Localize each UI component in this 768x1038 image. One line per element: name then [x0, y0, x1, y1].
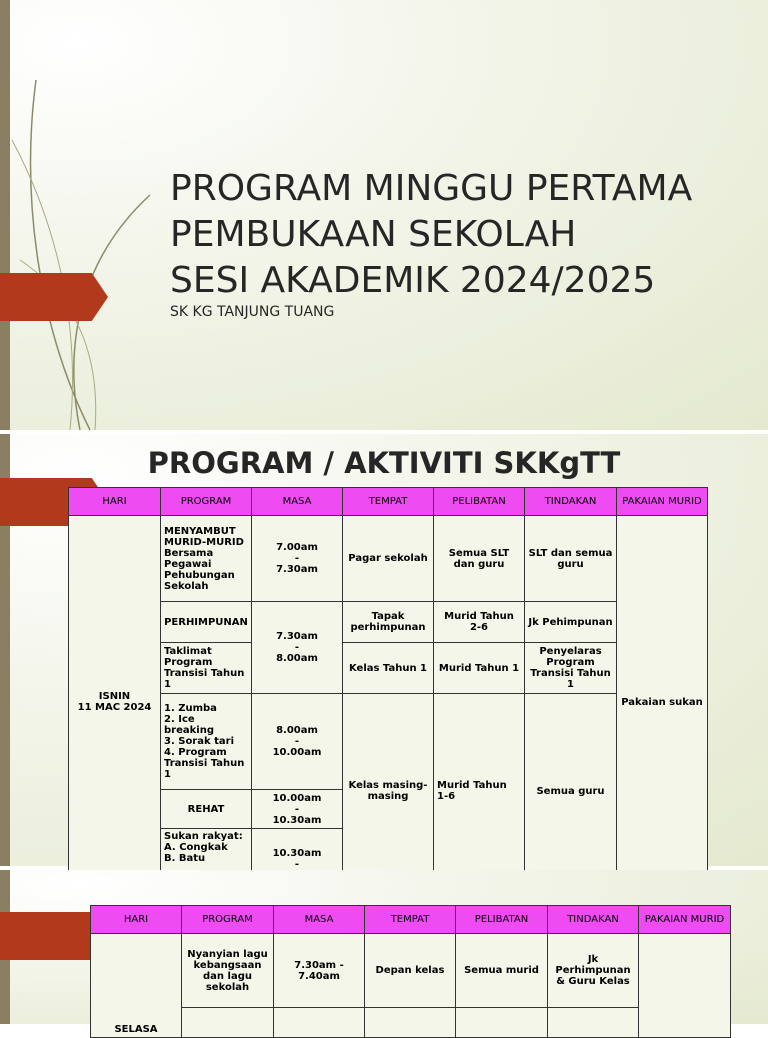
involve-cell: Semua SLT dan guru: [434, 516, 525, 602]
header-cell: PELIBATAN: [434, 488, 525, 516]
action-cell: Jk Pehimpunan: [525, 602, 617, 643]
table-header-row: [91, 906, 731, 934]
decorative-swirl: [0, 0, 160, 430]
program-cell: MENYAMBUT MURID-MURID Bersama Pegawai Pehubungan Sekolah: [161, 516, 252, 602]
day-cell: SELASA: [91, 934, 182, 1038]
program-cell: Taklimat Program Transisi Tahun 1: [161, 643, 252, 694]
schedule-slide-2: [0, 870, 768, 1035]
action-cell: Penyelaras Program Transisi Tahun 1: [525, 643, 617, 694]
header-cell: HARI: [69, 488, 161, 516]
action-cell: [548, 1008, 639, 1038]
slide-subtitle: SK KG TANJUNG TUANG: [170, 304, 335, 320]
place-cell: Pagar sekolah: [343, 516, 434, 602]
involve-cell: Murid Tahun 2-6: [434, 602, 525, 643]
involve-cell: Murid Tahun 1: [434, 643, 525, 694]
schedule-slide-1: [0, 434, 768, 870]
time-cell: 10.00am - 10.30am: [252, 790, 343, 829]
program-cell: 1. Zumba 2. Ice breaking 3. Sorak tari 4. Program Transisi Tahun 1: [161, 694, 252, 790]
slide-heading: PROGRAM / AKTIVITI SKKgTT: [147, 446, 621, 480]
header-cell: PAKAIAN MURID: [617, 488, 708, 516]
header-cell: PROGRAM: [161, 488, 252, 516]
time-cell: 7.30am - 7.40am: [274, 934, 365, 1008]
header-cell: PAKAIAN MURID: [639, 906, 731, 934]
time-cell: 10.30am -: [252, 829, 343, 889]
table-row: [69, 516, 708, 602]
header-cell: TEMPAT: [343, 488, 434, 516]
sidebar-bar: [0, 0, 10, 430]
slide-title: PROGRAM MINGGU PERTAMA PEMBUKAAN SEKOLAH SESI AKADEMIK 2024/2025: [170, 168, 693, 301]
attire-cell: Pakaian sukan: [617, 516, 708, 889]
program-cell: [182, 1008, 274, 1038]
action-cell: Jk Perhimpunan & Guru Kelas: [548, 934, 639, 1008]
program-cell: REHAT: [161, 790, 252, 829]
time-cell: 8.00am - 10.00am: [252, 694, 343, 790]
header-cell: PROGRAM: [182, 906, 274, 934]
table-row: [69, 694, 708, 790]
action-cell: Semua guru: [525, 694, 617, 889]
table-row: [91, 1008, 731, 1038]
header-cell: HARI: [91, 906, 182, 934]
program-cell: Sukan rakyat: A. Congkak B. Batu: [161, 829, 252, 889]
table-row: [91, 934, 731, 1008]
time-cell: 7.30am - 8.00am: [252, 602, 343, 694]
place-cell: Tapak perhimpunan: [343, 602, 434, 643]
header-cell: TINDAKAN: [525, 488, 617, 516]
title-slide: [0, 0, 768, 430]
place-cell: Kelas Tahun 1: [343, 643, 434, 694]
header-cell: MASA: [252, 488, 343, 516]
schedule-table: [68, 487, 708, 889]
time-cell: 7.00am - 7.30am: [252, 516, 343, 602]
program-cell: PERHIMPUNAN: [161, 602, 252, 643]
header-cell: TEMPAT: [365, 906, 456, 934]
action-cell: SLT dan semua guru: [525, 516, 617, 602]
accent-tab: [0, 273, 108, 321]
time-cell: [274, 1008, 365, 1038]
schedule-table: [90, 905, 731, 1038]
header-cell: TINDAKAN: [548, 906, 639, 934]
header-cell: MASA: [274, 906, 365, 934]
involve-cell: [456, 1008, 548, 1038]
program-cell: Nyanyian lagu kebangsaan dan lagu sekolah: [182, 934, 274, 1008]
involve-cell: Semua murid: [456, 934, 548, 1008]
attire-cell: [639, 934, 731, 1038]
header-cell: PELIBATAN: [456, 906, 548, 934]
table-row: [69, 643, 708, 694]
place-cell: Kelas masing-masing: [343, 694, 434, 889]
table-row: [69, 602, 708, 643]
involve-cell: Murid Tahun 1-6: [434, 694, 525, 889]
place-cell: Depan kelas: [365, 934, 456, 1008]
table-header-row: [69, 488, 708, 516]
place-cell: [365, 1008, 456, 1038]
day-cell: ISNIN 11 MAC 2024: [69, 516, 161, 889]
